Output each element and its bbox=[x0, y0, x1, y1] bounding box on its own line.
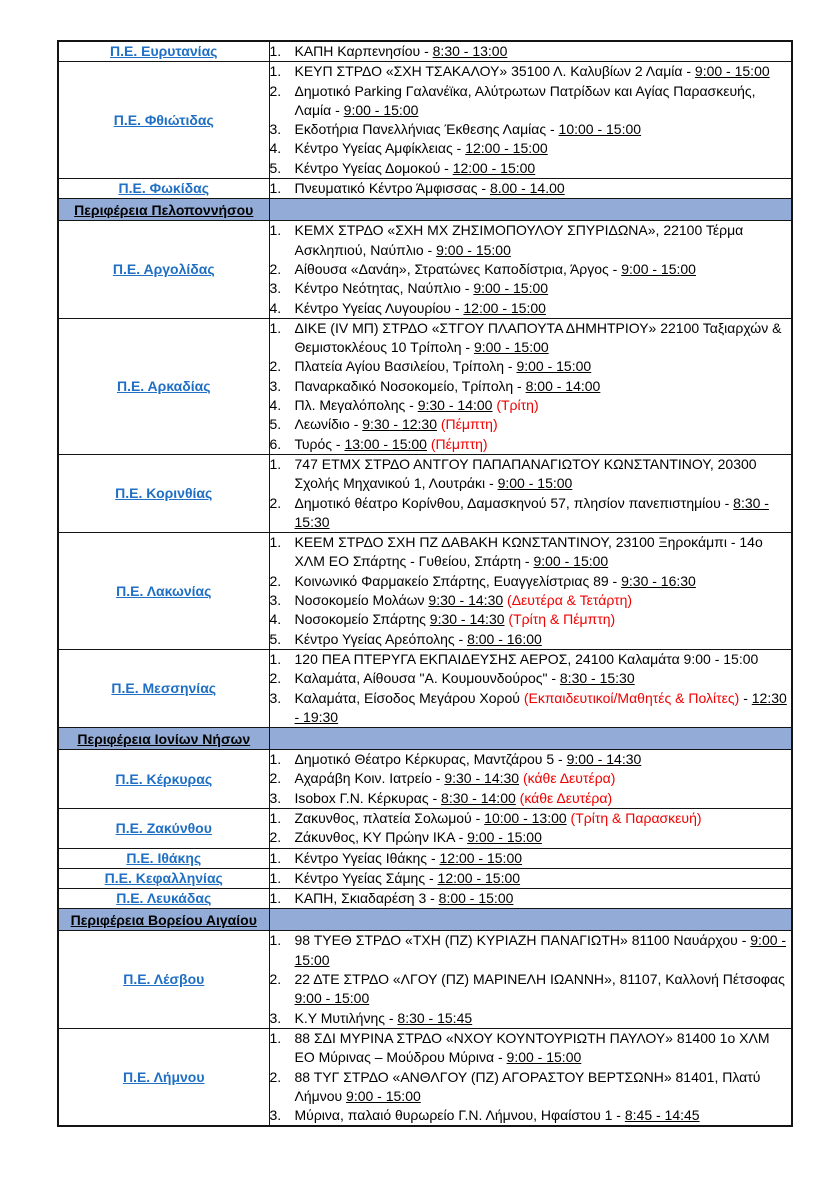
region-row bbox=[58, 533, 792, 650]
time-range: 8:00 - 15:00 bbox=[438, 890, 514, 907]
time-range: 8:30 - 14:00 bbox=[441, 789, 516, 806]
item-text bbox=[295, 931, 792, 970]
location-text: Δημοτικό Parking Γαλανέϊκα, Αλύτρωτων Πατρίδων και Αγίας Παρασκευής, Λαμία - bbox=[294, 82, 756, 118]
location-text: Ζάκυνθος, ΚΥ Πρώην ΙΚΑ - bbox=[294, 829, 468, 846]
item-text bbox=[295, 869, 792, 888]
item-text bbox=[295, 494, 792, 533]
region-link[interactable]: Π.Ε. Αρκαδίας bbox=[116, 377, 211, 394]
location-text: Αχαράβη Κοιν. Ιατρείο - bbox=[294, 770, 445, 787]
item-number: 2. bbox=[269, 494, 282, 511]
time-range: 9:00 - 15:00 bbox=[694, 63, 770, 80]
time-range: 9:00 - 15:00 bbox=[506, 1049, 582, 1066]
time-range: 9:30 - 12:30 bbox=[362, 416, 437, 433]
item-number: 2. bbox=[269, 82, 282, 99]
location-text: Κέντρο Υγείας Σάμης - bbox=[294, 869, 438, 886]
location-item bbox=[270, 750, 792, 769]
time-range: 9:30 - 14:30 bbox=[428, 592, 504, 609]
item-number: 1. bbox=[269, 180, 282, 197]
location-item bbox=[270, 357, 792, 376]
region-link[interactable]: Π.Ε. Κεφαλληνίας bbox=[104, 870, 223, 887]
location-item bbox=[270, 572, 792, 591]
location-item bbox=[270, 630, 792, 649]
time-range: 9:00 - 14:30 bbox=[566, 751, 642, 768]
item-text bbox=[295, 769, 792, 788]
item-text bbox=[295, 221, 792, 260]
region-row bbox=[58, 889, 792, 909]
region-row bbox=[58, 1028, 792, 1126]
time-range: 10:00 - 13:00 bbox=[484, 809, 567, 826]
item-text bbox=[295, 572, 792, 591]
location-item bbox=[270, 869, 792, 888]
locations-cell bbox=[269, 931, 792, 1028]
item-text bbox=[295, 319, 792, 358]
time-range: 9:30 - 14:30 bbox=[444, 770, 520, 787]
item-text bbox=[295, 630, 792, 649]
region-cell bbox=[58, 533, 269, 650]
item-text bbox=[295, 650, 792, 669]
time-range: 8:00 - 14:00 bbox=[525, 377, 601, 394]
region-cell bbox=[58, 318, 269, 454]
item-number: 1. bbox=[269, 534, 282, 551]
location-text: Νοσοκομείο Σπάρτης bbox=[294, 611, 430, 628]
item-number: 3. bbox=[269, 1107, 282, 1124]
location-item bbox=[270, 669, 792, 688]
item-text bbox=[295, 809, 792, 828]
item-number: 3. bbox=[269, 789, 282, 806]
location-text: Ζακυνθος, πλατεία Σολωμού - bbox=[294, 809, 485, 826]
location-item bbox=[270, 415, 792, 434]
item-number: 3. bbox=[269, 689, 282, 706]
item-number: 3. bbox=[269, 280, 282, 297]
time-range: 12:00 - 15:00 bbox=[439, 849, 523, 866]
item-text bbox=[295, 669, 792, 688]
location-item bbox=[270, 260, 792, 279]
locations-cell bbox=[269, 318, 792, 454]
section-header-row bbox=[58, 199, 792, 221]
section-title: Περιφέρεια Πελοποννήσου bbox=[58, 199, 269, 221]
region-link[interactable]: Π.Ε. Φθιώτιδας bbox=[113, 111, 214, 128]
time-range: 12:00 - 15:00 bbox=[452, 159, 536, 176]
item-number: 5. bbox=[269, 416, 282, 433]
locations-cell bbox=[269, 221, 792, 318]
location-text: Λεωνίδιο - bbox=[294, 416, 363, 433]
item-text bbox=[295, 828, 792, 847]
item-number: 2. bbox=[269, 829, 282, 846]
region-cell bbox=[58, 931, 269, 1028]
location-text: Κέντρο Υγείας Λυγουρίου - bbox=[294, 299, 464, 316]
locations-cell bbox=[269, 868, 792, 888]
time-range: 8:30 - 15:45 bbox=[397, 1009, 473, 1026]
item-text bbox=[295, 42, 792, 61]
location-item bbox=[270, 494, 792, 533]
location-text: Κέντρο Νεότητας, Ναύπλιο - bbox=[294, 280, 474, 297]
section-spacer bbox=[269, 728, 792, 750]
item-text bbox=[295, 377, 792, 396]
day-note: (Τρίτη) bbox=[492, 397, 539, 414]
location-text: Καλαμάτα, Αίθουσα "Α. Κουμουνδούρος" - bbox=[294, 670, 560, 687]
day-note: (Τρίτη & Πέμπτη) bbox=[504, 611, 616, 628]
time-range: 10:00 - 15:00 bbox=[558, 121, 642, 138]
location-item bbox=[270, 828, 792, 847]
location-text: Παναρκαδικό Νοσοκομείο, Τρίπολη - bbox=[294, 377, 526, 394]
time-range: 12:30 - 19:30 bbox=[294, 689, 787, 725]
item-text bbox=[295, 689, 792, 728]
location-text: ΚΕΕΜ ΣΤΡΔΟ ΣΧΗ ΠΖ ΔΑΒΑΚΗ ΚΩΝΣΤΑΝΤΙΝΟΥ, 23100 Ξηροκάμπι - 14ο ΧΛΜ ΕΟ Σπάρτης - Γυθείου, Σπάρτη - bbox=[294, 534, 763, 570]
location-item bbox=[270, 377, 792, 396]
item-number: 1. bbox=[269, 455, 282, 472]
item-number: 2. bbox=[269, 971, 282, 988]
item-number: 2. bbox=[269, 572, 282, 589]
item-number: 5. bbox=[269, 630, 282, 647]
location-text: 120 ΠΕΑ ΠΤΕΡΥΓΑ ΕΚΠΑΙΔΕΥΣΗΣ ΑΕΡΟΣ, 24100 Καλαμάτα 9:00 - 15:00 bbox=[294, 650, 759, 667]
item-number: 1. bbox=[269, 890, 282, 907]
location-item bbox=[270, 221, 792, 260]
locations-cell bbox=[269, 1028, 792, 1126]
location-item bbox=[270, 1106, 792, 1125]
location-item bbox=[270, 299, 792, 318]
region-cell bbox=[58, 41, 269, 62]
location-text: Δημοτικό θέατρο Κορίνθου, Δαμασκηνού 57, πλησίον πανεπιστημίου - bbox=[294, 494, 734, 511]
item-number: 1. bbox=[269, 932, 282, 949]
region-link[interactable]: Π.Ε. Λακωνίας bbox=[116, 582, 212, 599]
item-text bbox=[295, 159, 792, 178]
item-number: 2. bbox=[269, 1068, 282, 1085]
time-range: 12:00 - 15:00 bbox=[465, 140, 548, 157]
time-range: 12:00 - 15:00 bbox=[437, 869, 521, 886]
item-text bbox=[295, 889, 792, 908]
location-text: Κέντρο Υγείας Αρεόπολης - bbox=[294, 630, 468, 647]
location-item bbox=[270, 120, 792, 139]
locations-cell bbox=[269, 649, 792, 727]
location-item bbox=[270, 1068, 792, 1107]
item-text bbox=[295, 396, 792, 415]
item-number: 2. bbox=[269, 358, 282, 375]
item-text bbox=[295, 789, 792, 808]
time-range: 9:00 - 15:00 bbox=[473, 280, 549, 297]
item-text bbox=[295, 1009, 792, 1028]
item-text bbox=[295, 120, 792, 139]
location-item bbox=[270, 931, 792, 970]
locations-cell bbox=[269, 41, 792, 62]
region-link[interactable]: Π.Ε. Φωκίδας bbox=[118, 180, 209, 197]
item-text bbox=[295, 1106, 792, 1125]
time-range: 13:00 - 15:00 bbox=[344, 435, 427, 452]
location-item bbox=[270, 179, 792, 198]
item-text bbox=[295, 750, 792, 769]
section-spacer bbox=[269, 199, 792, 221]
region-cell bbox=[58, 179, 269, 199]
region-row bbox=[58, 318, 792, 454]
region-link[interactable]: Π.Ε. Μεσσηνίας bbox=[111, 680, 217, 696]
location-item bbox=[270, 650, 792, 669]
time-range: 9:00 - 15:00 bbox=[294, 932, 787, 968]
locations-cell bbox=[269, 808, 792, 848]
locations-cell bbox=[269, 62, 792, 179]
location-text: ΚΑΠΗ Καρπενησίου - bbox=[294, 43, 433, 59]
location-item bbox=[270, 591, 792, 610]
item-number: 3. bbox=[269, 592, 282, 609]
location-text: Κ.Υ Μυτιλήνης - bbox=[294, 1009, 398, 1026]
day-note: (Εκπαιδευτικοί/Μαθητές & Πολίτες) bbox=[523, 689, 740, 706]
location-item bbox=[270, 789, 792, 808]
time-range: 9:00 - 15:00 bbox=[497, 475, 573, 492]
region-cell bbox=[58, 868, 269, 888]
item-text bbox=[295, 139, 792, 158]
item-text bbox=[295, 1029, 792, 1068]
location-text: 22 ΔΤΕ ΣΤΡΔΟ «ΛΓΟΥ (ΠΖ) ΜΑΡΙΝΕΛΗ ΙΩΑΝΝΗ», 81107, Καλλονή Πέτσοφας bbox=[294, 971, 785, 988]
region-link[interactable]: Π.Ε. Ευρυτανίας bbox=[110, 43, 218, 60]
region-link[interactable]: Π.Ε. Κορινθίας bbox=[115, 485, 213, 502]
location-item bbox=[270, 809, 792, 828]
item-text bbox=[295, 970, 792, 1009]
location-text: Νοσοκομείο Μολάων bbox=[294, 592, 429, 609]
item-text bbox=[295, 260, 792, 279]
location-item bbox=[270, 533, 792, 572]
item-text bbox=[295, 533, 792, 572]
day-note: (Δευτέρα & Τετάρτη) bbox=[503, 592, 633, 609]
item-text bbox=[295, 279, 792, 298]
location-item bbox=[270, 970, 792, 1009]
item-number: 1. bbox=[269, 222, 282, 239]
location-item bbox=[270, 159, 792, 178]
schedule-table-body bbox=[58, 41, 792, 1126]
location-text: - bbox=[739, 689, 752, 706]
time-range: 9:30 - 16:30 bbox=[621, 572, 696, 589]
item-text bbox=[295, 849, 792, 868]
section-header-row bbox=[58, 909, 792, 931]
location-item bbox=[270, 396, 792, 415]
item-text bbox=[295, 179, 792, 198]
time-range: 9:00 - 15:00 bbox=[343, 101, 419, 118]
item-text bbox=[295, 455, 792, 494]
item-number: 4. bbox=[269, 140, 282, 157]
item-number: 5. bbox=[269, 159, 282, 176]
item-number: 1. bbox=[269, 650, 282, 667]
item-text bbox=[295, 435, 792, 454]
section-header-row bbox=[58, 728, 792, 750]
location-item bbox=[270, 82, 792, 121]
item-number: 4. bbox=[269, 299, 282, 316]
time-range: 9:00 - 15:00 bbox=[467, 829, 542, 846]
locations-cell bbox=[269, 848, 792, 868]
day-note: (Τρίτη & Παρασκευή) bbox=[566, 809, 702, 826]
location-text: ΚΑΠΗ, Σκιαδαρέση 3 - bbox=[294, 890, 439, 907]
location-item bbox=[270, 689, 792, 728]
item-text bbox=[295, 415, 792, 434]
location-item bbox=[270, 1009, 792, 1028]
region-cell bbox=[58, 454, 269, 532]
day-note: (κάθε Δευτέρα) bbox=[515, 789, 613, 806]
item-text bbox=[295, 1068, 792, 1107]
time-range: 8.00 - 14.00 bbox=[489, 180, 565, 197]
location-item bbox=[270, 62, 792, 81]
item-text bbox=[295, 62, 792, 81]
time-range: 9:00 - 15:00 bbox=[346, 1087, 421, 1104]
location-item bbox=[270, 849, 792, 868]
time-range: 8:30 - 15:30 bbox=[559, 670, 635, 687]
location-text: Πνευματικό Κέντρο Άμφισσας - bbox=[294, 180, 490, 197]
location-item bbox=[270, 42, 792, 61]
region-row bbox=[58, 221, 792, 318]
location-item bbox=[270, 610, 792, 629]
item-text bbox=[295, 82, 792, 121]
item-number: 1. bbox=[269, 63, 282, 80]
item-number: 1. bbox=[269, 751, 282, 768]
time-range: 8:30 - 15:30 bbox=[294, 494, 769, 530]
item-number: 1. bbox=[269, 319, 282, 336]
schedule-table bbox=[57, 40, 793, 1127]
locations-cell bbox=[269, 889, 792, 909]
item-number: 4. bbox=[269, 397, 282, 414]
location-text: Κέντρο Υγείας Αμφίκλειας - bbox=[294, 140, 466, 157]
location-text: 747 ΕΤΜΧ ΣΤΡΔΟ ΑΝΤΓΟΥ ΠΑΠΑΠΑΝΑΓΙΩΤΟΥ ΚΩΝΣΤΑΝΤΙΝΟΥ, 20300 Σχολής Μηχανικού 1, Λουτράκι - bbox=[294, 455, 757, 492]
location-text: 88 ΣΔΙ ΜΥΡΙΝΑ ΣΤΡΔΟ «ΝΧΟΥ ΚΟΥΝΤΟΥΡΙΩΤΗ ΠΑΥΛΟΥ» 81400 1ο ΧΛΜ ΕΟ Μύρινας – Μούδρου Μύρινα - bbox=[294, 1029, 770, 1066]
region-row bbox=[58, 649, 792, 727]
region-cell bbox=[58, 889, 269, 909]
time-range: 9:00 - 15:00 bbox=[436, 241, 511, 258]
region-row bbox=[58, 454, 792, 532]
location-item bbox=[270, 319, 792, 358]
section-spacer bbox=[269, 909, 792, 931]
item-number: 1. bbox=[269, 43, 282, 59]
location-text: Δημοτικό Θέατρο Κέρκυρας, Μαντζάρου 5 - bbox=[294, 751, 567, 768]
region-cell bbox=[58, 62, 269, 179]
time-range: 9:00 - 15:00 bbox=[533, 553, 609, 570]
item-number: 1. bbox=[269, 869, 282, 886]
region-link[interactable]: Π.Ε. Ιθάκης bbox=[126, 849, 202, 866]
region-cell bbox=[58, 808, 269, 848]
location-item bbox=[270, 279, 792, 298]
location-text: 88 ΤΥΓ ΣΤΡΔΟ «ΑΝΘΛΓΟΥ (ΠΖ) ΑΓΟΡΑΣΤΟΥ ΒΕΡΤΣΩΝΗ» 81401, Πλατύ Λήμνου bbox=[294, 1068, 761, 1104]
item-text bbox=[295, 610, 792, 629]
item-number: 1. bbox=[269, 1029, 282, 1046]
item-number: 6. bbox=[269, 435, 282, 452]
time-range: 9:30 - 14:30 bbox=[429, 611, 505, 628]
region-link[interactable]: Π.Ε. Λήμνου bbox=[122, 1068, 205, 1085]
item-number: 3. bbox=[269, 1009, 282, 1026]
region-row bbox=[58, 808, 792, 848]
region-cell bbox=[58, 649, 269, 727]
region-row bbox=[58, 868, 792, 888]
region-row bbox=[58, 179, 792, 199]
locations-cell bbox=[269, 179, 792, 199]
region-link[interactable]: Π.Ε. Κέρκυρας bbox=[115, 770, 213, 787]
locations-cell bbox=[269, 750, 792, 809]
item-number: 3. bbox=[269, 121, 282, 138]
region-row bbox=[58, 931, 792, 1028]
section-title: Περιφέρεια Ιονίων Νήσων bbox=[58, 728, 269, 750]
time-range: 12:00 - 15:00 bbox=[463, 299, 546, 316]
location-text: ΚΕΜΧ ΣΤΡΔΟ «ΣΧΗ ΜΧ ΖΗΣΙΜΟΠΟΥΛΟΥ ΣΠΥΡΙΔΩΝΑ», 22100 Τέρμα Ασκληπιού, Ναύπλιο - bbox=[294, 222, 744, 258]
section-title: Περιφέρεια Βορείου Αιγαίου bbox=[58, 909, 269, 931]
region-row bbox=[58, 848, 792, 868]
location-item bbox=[270, 139, 792, 158]
time-range: 9:00 - 15:00 bbox=[294, 990, 370, 1007]
item-number: 4. bbox=[269, 611, 282, 628]
time-range: 8:00 - 16:00 bbox=[467, 630, 542, 647]
region-link[interactable]: Π.Ε. Λέσβου bbox=[123, 971, 205, 988]
item-number: 2. bbox=[269, 260, 282, 277]
time-range: 8:30 - 13:00 bbox=[432, 43, 508, 59]
location-text: Κέντρο Υγείας Δομοκού - bbox=[294, 159, 453, 176]
locations-cell bbox=[269, 533, 792, 650]
region-cell bbox=[58, 1028, 269, 1126]
locations-cell bbox=[269, 454, 792, 532]
location-text: Κέντρο Υγείας Ιθάκης - bbox=[294, 849, 440, 866]
location-text: Τυρός - bbox=[294, 435, 345, 452]
location-text: ΚΕΥΠ ΣΤΡΔΟ «ΣΧΗ ΤΣΑΚΑΛΟΥ» 35100 Λ. Καλυβίων 2 Λαμία - bbox=[294, 63, 695, 80]
location-text: Μύρινα, παλαιό θυρωρείο Γ.Ν. Λήμνου, Ηφαίστου 1 - bbox=[294, 1107, 625, 1124]
time-range: 8:45 - 14:45 bbox=[624, 1107, 700, 1124]
location-item bbox=[270, 1029, 792, 1068]
location-text: Isobox Γ.Ν. Κέρκυρας - bbox=[294, 789, 442, 806]
location-text: ΔΙΚΕ (ΙV ΜΠ) ΣΤΡΔΟ «ΣΤΓΟΥ ΠΛΑΠΟΥΤΑ ΔΗΜΗΤΡΙΟΥ» 22100 Ταξιαρχών & Θεμιστοκλέους 10 Τρίπολη - bbox=[294, 319, 782, 356]
item-number: 3. bbox=[269, 377, 282, 394]
item-number: 1. bbox=[269, 809, 282, 826]
region-link[interactable]: Π.Ε. Αργολίδας bbox=[112, 261, 215, 278]
location-item bbox=[270, 889, 792, 908]
time-range: 9:00 - 15:00 bbox=[473, 339, 549, 356]
item-number: 2. bbox=[269, 670, 282, 687]
region-row bbox=[58, 750, 792, 809]
region-row bbox=[58, 41, 792, 62]
location-text: Καλαμάτα, Είσοδος Μεγάρου Χορού bbox=[294, 689, 524, 706]
region-link[interactable]: Π.Ε. Λευκάδας bbox=[116, 890, 212, 907]
location-item bbox=[270, 435, 792, 454]
day-note: (Πέμπτη) bbox=[437, 416, 498, 433]
item-text bbox=[295, 299, 792, 318]
location-text: Εκδοτήρια Πανελλήνιας Έκθεσης Λαμίας - bbox=[294, 121, 559, 138]
region-row bbox=[58, 62, 792, 179]
time-range: 9:00 - 15:00 bbox=[516, 358, 592, 375]
region-link[interactable]: Π.Ε. Ζακύνθου bbox=[115, 819, 212, 836]
item-number: 2. bbox=[269, 770, 282, 787]
location-text: Πλ. Μεγαλόπολης - bbox=[294, 397, 418, 414]
location-text: Αίθουσα «Δανάη», Στρατώνες Καποδίστρια, Άργος - bbox=[294, 260, 622, 277]
time-range: 9:00 - 15:00 bbox=[621, 260, 696, 277]
item-number: 1. bbox=[269, 849, 282, 866]
location-text: Κοινωνικό Φαρμακείο Σπάρτης, Ευαγγελίστριας 89 - bbox=[294, 572, 622, 589]
location-item bbox=[270, 769, 792, 788]
item-text bbox=[295, 357, 792, 376]
region-cell bbox=[58, 750, 269, 809]
location-item bbox=[270, 455, 792, 494]
time-range: 9:30 - 14:00 bbox=[417, 397, 493, 414]
region-cell bbox=[58, 848, 269, 868]
day-note: (Πέμπτη) bbox=[426, 435, 488, 452]
location-text: 98 ΤΥΕΘ ΣΤΡΔΟ «ΤΧΗ (ΠΖ) ΚΥΡΙΑΖΗ ΠΑΝΑΓΙΩΤΗ» 81100 Ναυάρχου - bbox=[294, 932, 751, 949]
region-cell bbox=[58, 221, 269, 318]
item-text bbox=[295, 591, 792, 610]
day-note: (κάθε Δευτέρα) bbox=[519, 770, 616, 787]
location-text: Πλατεία Αγίου Βασιλείου, Τρίπολη - bbox=[294, 358, 517, 375]
